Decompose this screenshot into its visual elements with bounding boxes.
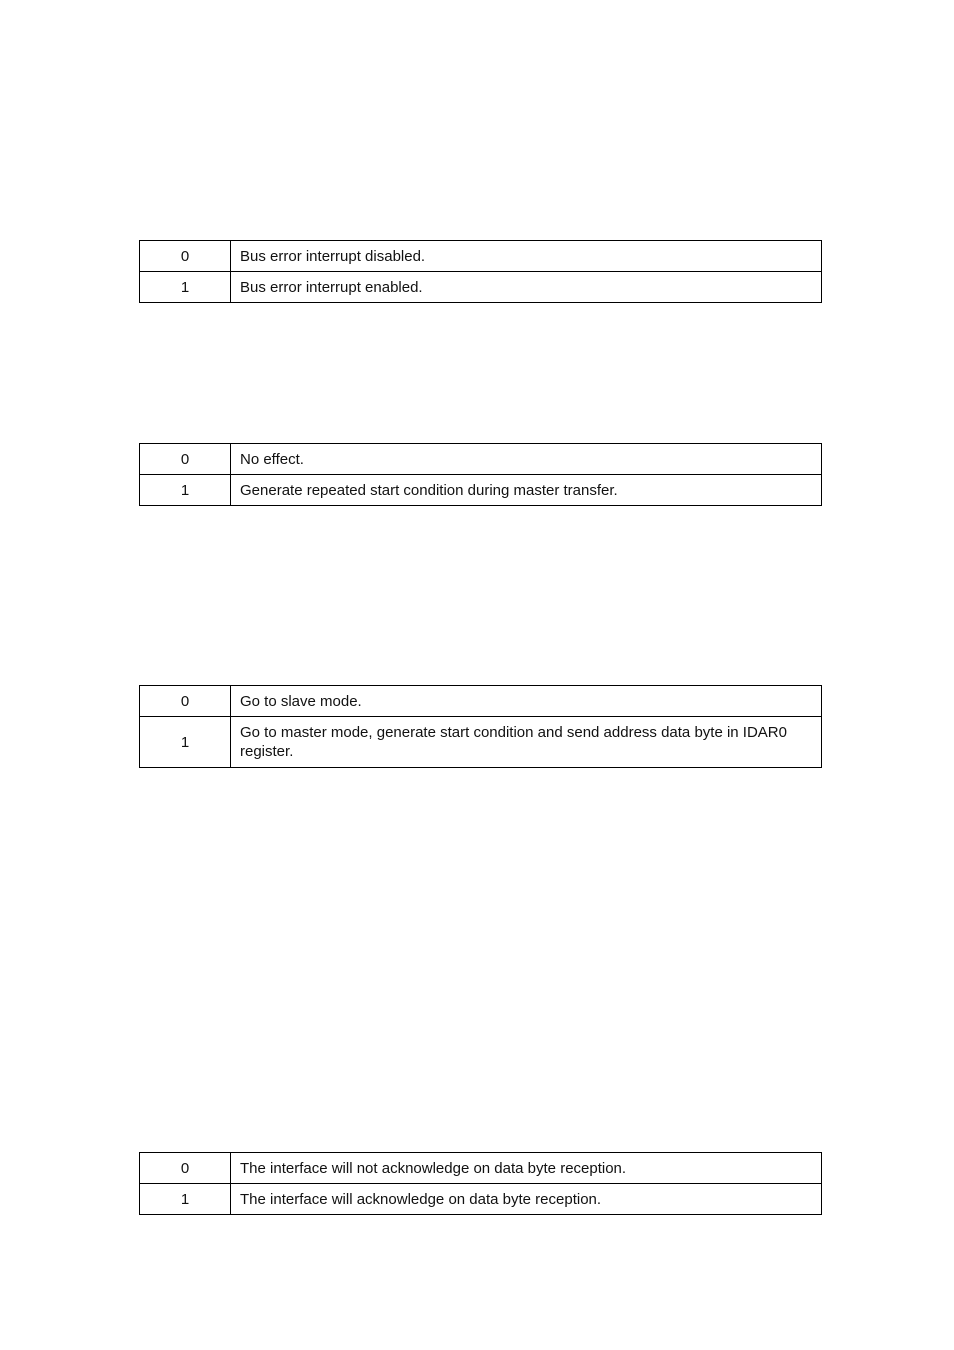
table-row: [140, 241, 822, 272]
bit-description: Bus error interrupt disabled.: [231, 241, 822, 272]
table-row: [140, 686, 822, 717]
bus-error-interrupt-table: [139, 240, 822, 303]
table-row: [140, 1153, 822, 1184]
bit-value: 1: [140, 475, 231, 506]
master-slave-mode-table: [139, 685, 822, 768]
bit-value: 0: [140, 241, 231, 272]
repeated-start-table: [139, 443, 822, 506]
table-row: [140, 444, 822, 475]
bit-description: The interface will not acknowledge on data byte reception.: [231, 1153, 822, 1184]
bit-description: Go to master mode, generate start condition and send address data byte in IDAR0 register.: [231, 717, 822, 768]
acknowledge-table: [139, 1152, 822, 1215]
bit-value: 1: [140, 272, 231, 303]
table-row: [140, 1184, 822, 1215]
bit-description: Generate repeated start condition during master transfer.: [231, 475, 822, 506]
bit-value: 1: [140, 1184, 231, 1215]
table-row: [140, 717, 822, 768]
bit-description: The interface will acknowledge on data byte reception.: [231, 1184, 822, 1215]
table-row: [140, 272, 822, 303]
bit-value: 1: [140, 717, 231, 768]
bit-value: 0: [140, 444, 231, 475]
bit-description: No effect.: [231, 444, 822, 475]
bit-value: 0: [140, 1153, 231, 1184]
table-row: [140, 475, 822, 506]
bit-value: 0: [140, 686, 231, 717]
bit-description: Go to slave mode.: [231, 686, 822, 717]
bit-description: Bus error interrupt enabled.: [231, 272, 822, 303]
